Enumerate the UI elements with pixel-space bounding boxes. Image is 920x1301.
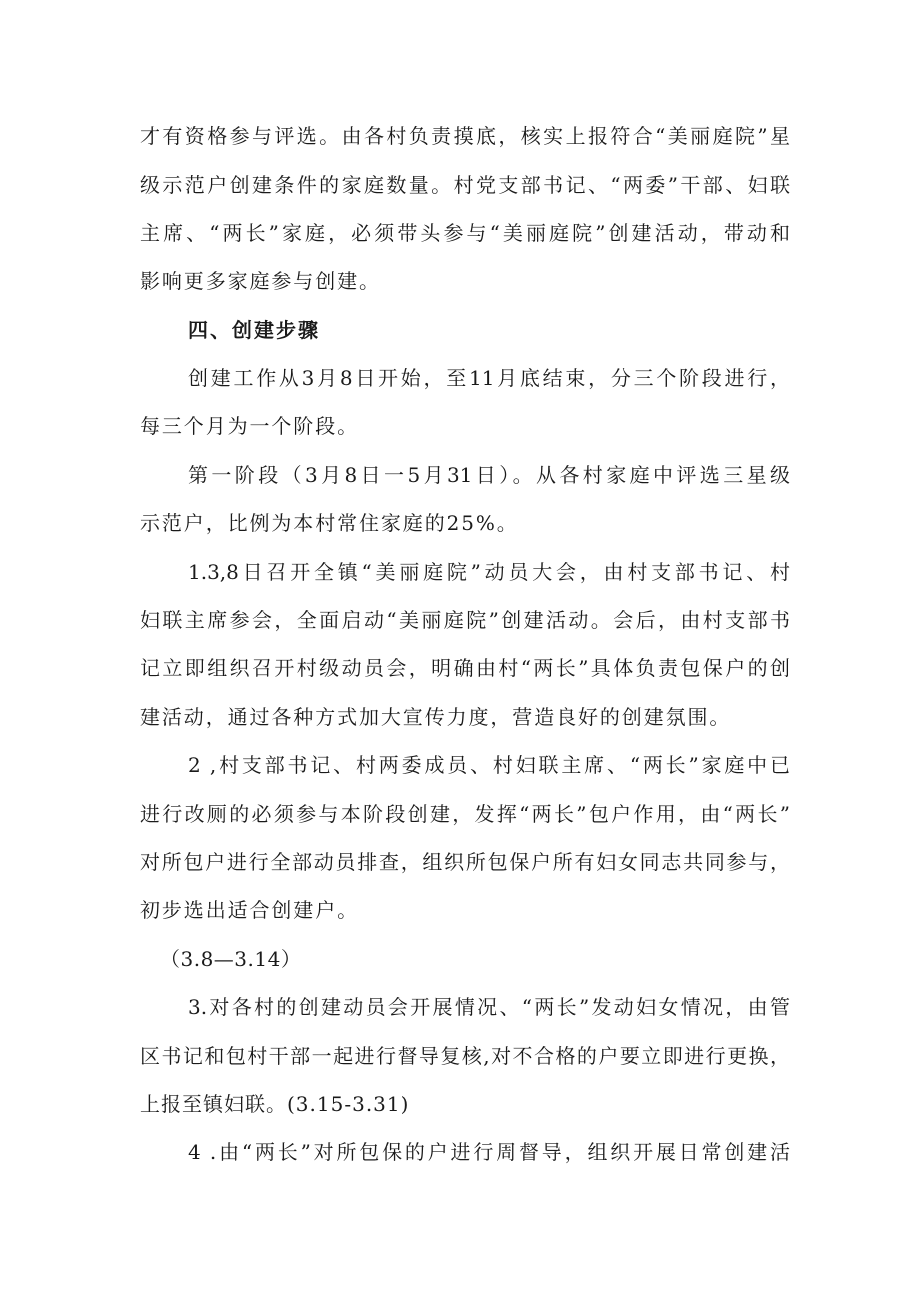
paragraph-line: 区书记和包村干部一起进行督导复核,对不合格的户要立即进行更换， (140, 1044, 790, 1068)
paragraph-line: 上报至镇妇联。(3.15-3.31) (140, 1092, 410, 1116)
paragraph-line: 才有资格参与评选。由各村负责摸底，核实上报符合“美丽庭院”星 (140, 124, 790, 148)
paragraph-line: 初步选出适合创建户。 (140, 898, 359, 922)
paragraph-line: 示范户，比例为本村常住家庭的25%。 (140, 511, 519, 535)
paragraph-line: 记立即组织召开村级动员会，明确由村“两长”具体负责包保户的创 (140, 656, 790, 680)
paragraph-line: 每三个月为一个阶段。 (140, 414, 359, 438)
paragraph-line: 3.对各村的创建动员会开展情况、“两长”发动妇女情况，由管 (188, 995, 790, 1019)
section-heading: 四、创建步骤 (188, 318, 320, 342)
paragraph-line: 创建工作从3月8日开始，至11月底结束，分三个阶段进行， (188, 366, 790, 390)
paragraph-line: 影响更多家庭参与创建。 (140, 269, 381, 293)
paragraph-line: 1.3,8日召开全镇“美丽庭院”动员大会，由村支部书记、村 (188, 560, 790, 584)
paragraph-line: 级示范户创建条件的家庭数量。村党支部书记、“两委”干部、妇联 (140, 173, 790, 197)
paragraph-line: 主席、“两长”家庭，必须带头参与“美丽庭院”创建活动，带动和 (140, 221, 790, 245)
paragraph-line: 4 .由“两长”对所包保的户进行周督导，组织开展日常创建活 (188, 1140, 790, 1164)
paragraph-line: 第一阶段（3月8日一5月31日）。从各村家庭中评选三星级 (188, 463, 790, 487)
date-range-note: （3.8—3.14） (160, 947, 302, 971)
paragraph-line: 对所包户进行全部动员排查，组织所包保户所有妇女同志共同参与， (140, 850, 790, 874)
paragraph-line: 2 ,村支部书记、村两委成员、村妇联主席、“两长”家庭中已 (188, 753, 790, 777)
paragraph-line: 妇联主席参会，全面启动“美丽庭院”创建活动。会后，由村支部书 (140, 608, 790, 632)
paragraph-line: 建活动，通过各种方式加大宣传力度，营造良好的创建氛围。 (140, 705, 732, 729)
paragraph-line: 进行改厕的必须参与本阶段创建，发挥“两长”包户作用，由“两长” (140, 802, 790, 826)
